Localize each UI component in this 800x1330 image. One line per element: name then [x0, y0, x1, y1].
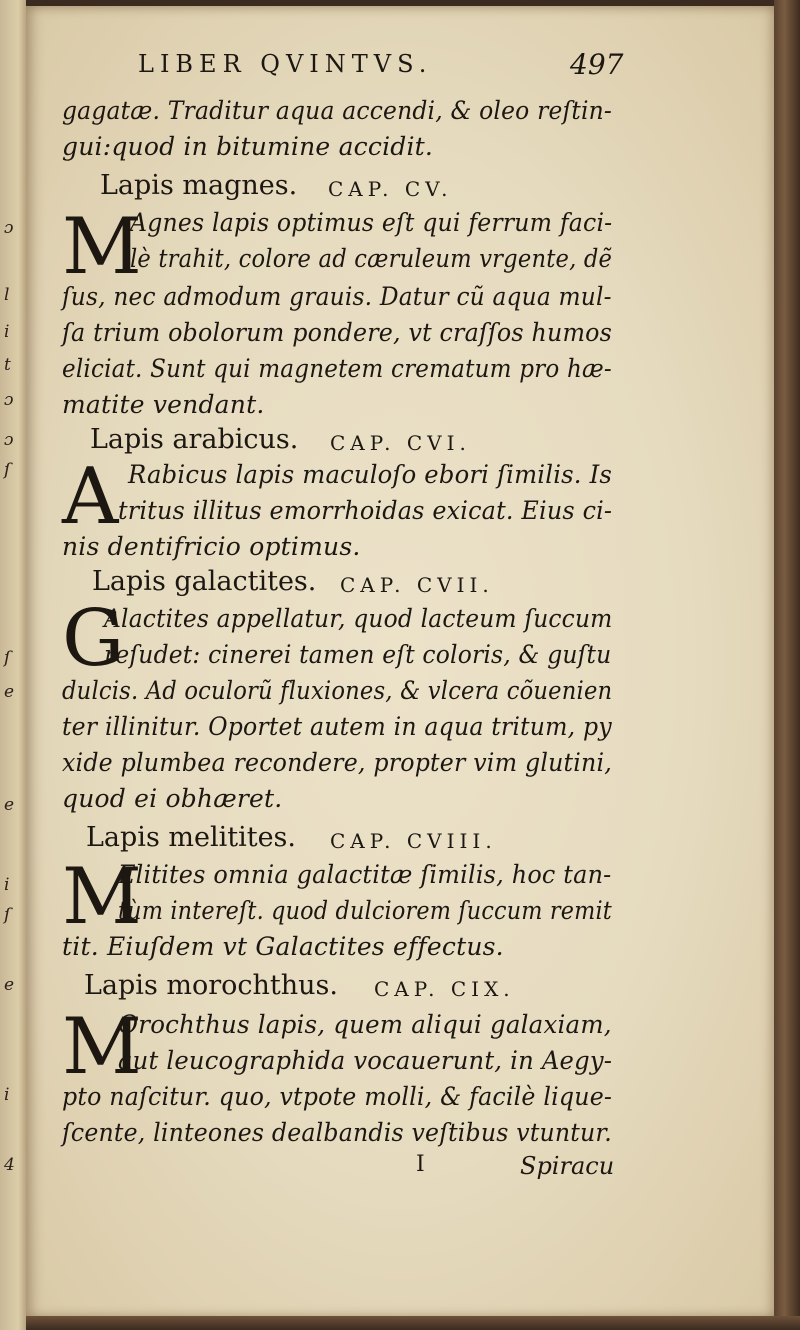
- text-line: tritus illitus emorrhoidas exicat. Eius ci-: [118, 496, 613, 525]
- chapter-number: CAP. CVIII.: [330, 829, 497, 853]
- chapter-number: CAP. CVI.: [330, 431, 471, 455]
- drop-capital: A: [62, 452, 119, 542]
- text-line: ſa trium obolorum pondere, vt craſſos humos: [62, 318, 613, 347]
- chapter-title: Lapis galactites.: [92, 566, 317, 597]
- margin-fragment: l: [4, 285, 10, 305]
- text-line: pto naſcitur. quo, vtpote molli, & facilè lique-: [62, 1082, 613, 1111]
- chapter-title: Lapis melitites.: [86, 822, 296, 853]
- text-line: lè trahit, colore ad cæruleum vrgente, dẽ: [130, 244, 613, 273]
- text-line: ter illinitur. Oportet autem in aqua tritum, py: [62, 712, 612, 741]
- drop-capital: G: [62, 594, 125, 684]
- margin-fragment: i: [4, 322, 10, 342]
- book-edge-bottom: [26, 1316, 800, 1330]
- catchword: Spiracu: [520, 1152, 615, 1180]
- text-line: quod ei obhæret.: [62, 784, 283, 813]
- margin-fragment: i: [4, 875, 10, 895]
- margin-fragment: t: [4, 355, 11, 375]
- text-line: dulcis. Ad oculorũ fluxiones, & vlcera cõuenien: [62, 676, 613, 705]
- drop-capital: M: [62, 1002, 142, 1092]
- chapter-title: Lapis morochthus.: [84, 970, 338, 1001]
- margin-fragment: e: [4, 795, 15, 815]
- margin-fragment: ſ: [4, 648, 11, 668]
- text-line: Orochthus lapis, quem aliqui galaxiam,: [118, 1010, 612, 1039]
- text-line: Rabicus lapis maculoſo ebori ſimilis. Is: [128, 460, 613, 489]
- margin-fragment: ɔ: [4, 218, 14, 238]
- page-number: 497: [570, 48, 624, 81]
- book-edge-right: [774, 0, 800, 1330]
- text-line: ſcente, linteones dealbandis veſtibus vtuntur.: [62, 1118, 612, 1147]
- text-line: Elitites omnia galactitæ ſimilis, hoc tan-: [118, 860, 612, 889]
- margin-fragment: ſ: [4, 460, 11, 480]
- text-line: xide plumbea recondere, propter vim glutini,: [62, 748, 612, 777]
- chapter-number: CAP. CIX.: [374, 977, 515, 1001]
- drop-capital: M: [62, 202, 142, 292]
- chapter-title: Lapis arabicus.: [90, 424, 299, 455]
- chapter-number: CAP. CV.: [328, 177, 453, 201]
- chapter-number: CAP. CVII.: [340, 573, 494, 597]
- text-line: ſus, nec admodum grauis. Datur cũ aqua mul-: [62, 282, 612, 311]
- text-line: Agnes lapis optimus eſt qui ferrum faci-: [130, 208, 613, 237]
- margin-fragment: ɔ: [4, 390, 14, 410]
- text-line: reſudet: cinerei tamen eſt coloris, & guſtu: [104, 640, 612, 669]
- margin-fragment: e: [4, 682, 15, 702]
- margin-fragment: 4: [4, 1155, 15, 1175]
- text-line: nis dentifricio optimus.: [62, 532, 361, 561]
- previous-page-edge: [0, 0, 26, 1330]
- text-line: tùm intereſt. quod dulciorem ſuccum remit: [118, 896, 612, 925]
- signature-mark: I: [416, 1152, 425, 1177]
- text-line: aut leucographida vocauerunt, in Aegy-: [118, 1046, 613, 1075]
- margin-fragment: ſ: [4, 905, 11, 925]
- text-line: gagatæ. Traditur aqua accendi, & oleo reſtin-: [62, 96, 613, 125]
- text-line: eliciat. Sunt qui magnetem crematum pro hæ-: [62, 354, 612, 383]
- drop-capital: M: [62, 852, 142, 942]
- text-line: gui:quod in bitumine accidit.: [62, 132, 434, 161]
- margin-fragment: e: [4, 975, 15, 995]
- text-line: matite vendant.: [62, 390, 265, 419]
- chapter-title: Lapis magnes.: [100, 170, 298, 201]
- margin-fragment: ɔ: [4, 430, 14, 450]
- running-title: LIBER QVINTVS.: [138, 50, 433, 78]
- text-line: tit. Eiuſdem vt Galactites effectus.: [62, 932, 504, 961]
- margin-fragment: i: [4, 1085, 10, 1105]
- text-line: Alactites appellatur, quod lacteum ſuccum: [104, 604, 613, 633]
